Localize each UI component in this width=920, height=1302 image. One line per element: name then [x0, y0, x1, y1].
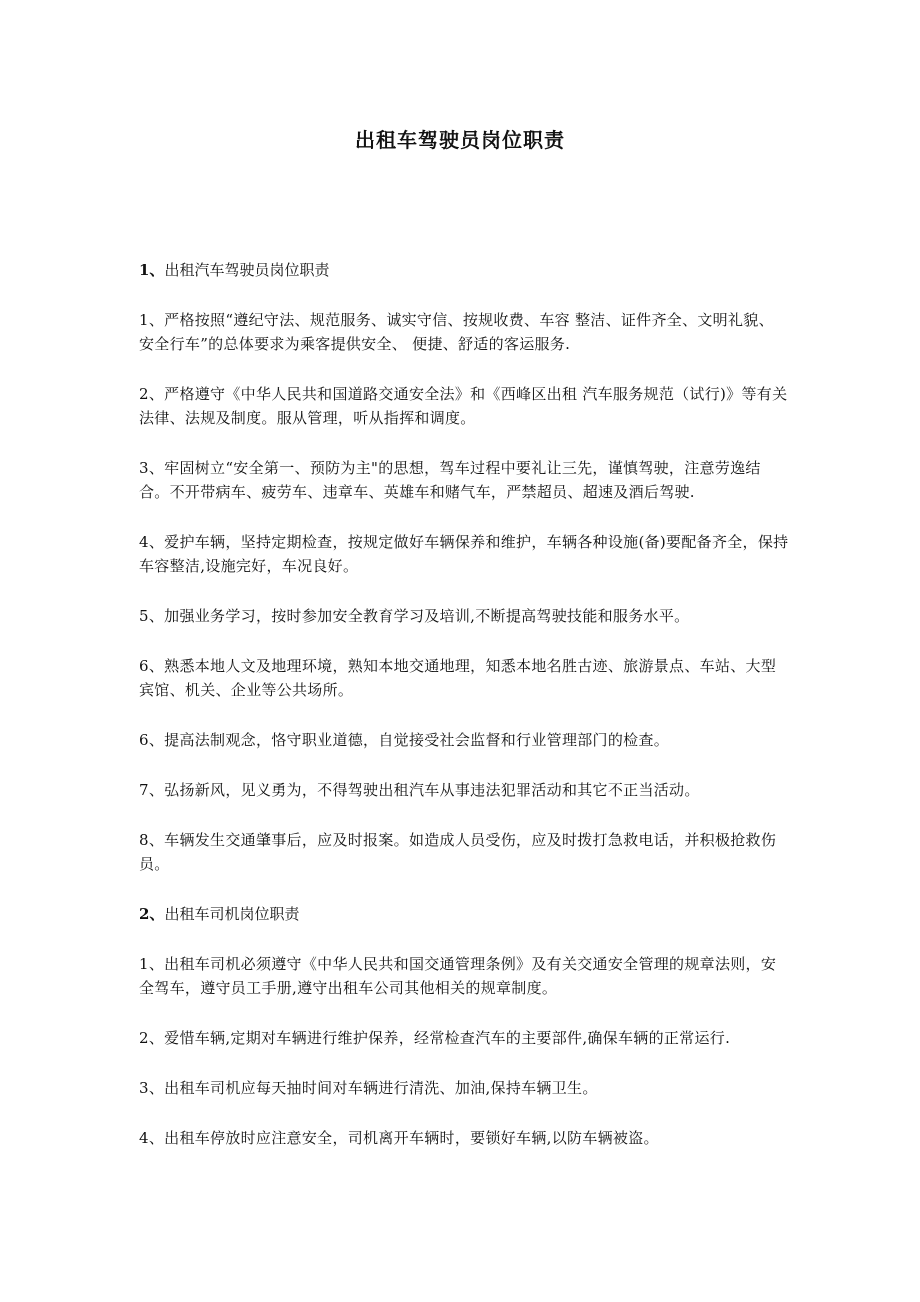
section-number: 2、 — [139, 905, 165, 923]
duty-item: 8、车辆发生交通肇事后，应及时报案。如造成人员受伤，应及时拨打急救电话，并积极抢救伤员。 — [139, 831, 777, 873]
duty-item: 7、弘扬新风，见义勇为，不得驾驶出租汽车从事违法犯罪活动和其它不正当活动。 — [139, 781, 700, 799]
section-number: 1、 — [139, 261, 165, 279]
section-heading-text: 出租车司机岗位职责 — [164, 905, 300, 923]
section-1 — [139, 258, 789, 876]
duty-item: 6、提高法制观念，恪守职业道德，自觉接受社会监督和行业管理部门的检查。 — [139, 731, 670, 749]
duty-item: 1、严格按照“遵纪守法、规范服务、诚实守信、按规收费、车容 整洁、证件齐全、文明礼貌、安全行车”的总体要求为乘客提供安全、 便捷、舒适的客运服务. — [139, 311, 774, 353]
duty-item: 3、出租车司机应每天抽时间对车辆进行清洗、加油,保持车辆卫生。 — [139, 1079, 598, 1097]
section-heading-text: 出租汽车驾驶员岗位职责 — [164, 261, 330, 279]
duty-item: 3、牢固树立“安全第一、预防为主"的思想，驾车过程中要礼让三先，谨慎驾驶，注意劳逸结合。不开带病车、疲劳车、违章车、英雄车和赌气车，严禁超员、超速及酒后驾驶. — [139, 459, 761, 501]
duty-item: 2、严格遵守《中华人民共和国道路交通安全法》和《西峰区出租 汽车服务规范（试行)》等有关法律、法规及制度。服从管理，听从指挥和调度。 — [139, 385, 788, 427]
document-body — [139, 258, 789, 1176]
duty-item: 6、熟悉本地人文及地理环境，熟知本地交通地理，知悉本地名胜古迹、旅游景点、车站、大型宾馆、机关、企业等公共场所。 — [139, 657, 777, 699]
duty-item: 5、加强业务学习，按时参加安全教育学习及培训,不断提高驾驶技能和服务水平。 — [139, 607, 690, 625]
section-2 — [139, 902, 789, 1150]
page-title: 出租车驾驶员岗位职责 — [355, 128, 565, 152]
section-heading — [139, 258, 789, 282]
duty-item: 2、爱惜车辆,定期对车辆进行维护保养，经常检查汽车的主要部件,确保车辆的正常运行. — [139, 1029, 731, 1047]
section-heading — [139, 902, 789, 926]
duty-item: 4、爱护车辆，坚持定期检查，按规定做好车辆保养和维护，车辆各种设施(备)要配备齐全，保持车容整洁,设施完好，车况良好。 — [139, 533, 789, 575]
duty-item: 1、出租车司机必须遵守《中华人民共和国交通管理条例》及有关交通安全管理的规章法则，安全驾车，遵守员工手册,遵守出租车公司其他相关的规章制度。 — [139, 955, 777, 997]
duty-item: 4、出租车停放时应注意安全，司机离开车辆时，要锁好车辆,以防车辆被盗。 — [139, 1129, 659, 1147]
